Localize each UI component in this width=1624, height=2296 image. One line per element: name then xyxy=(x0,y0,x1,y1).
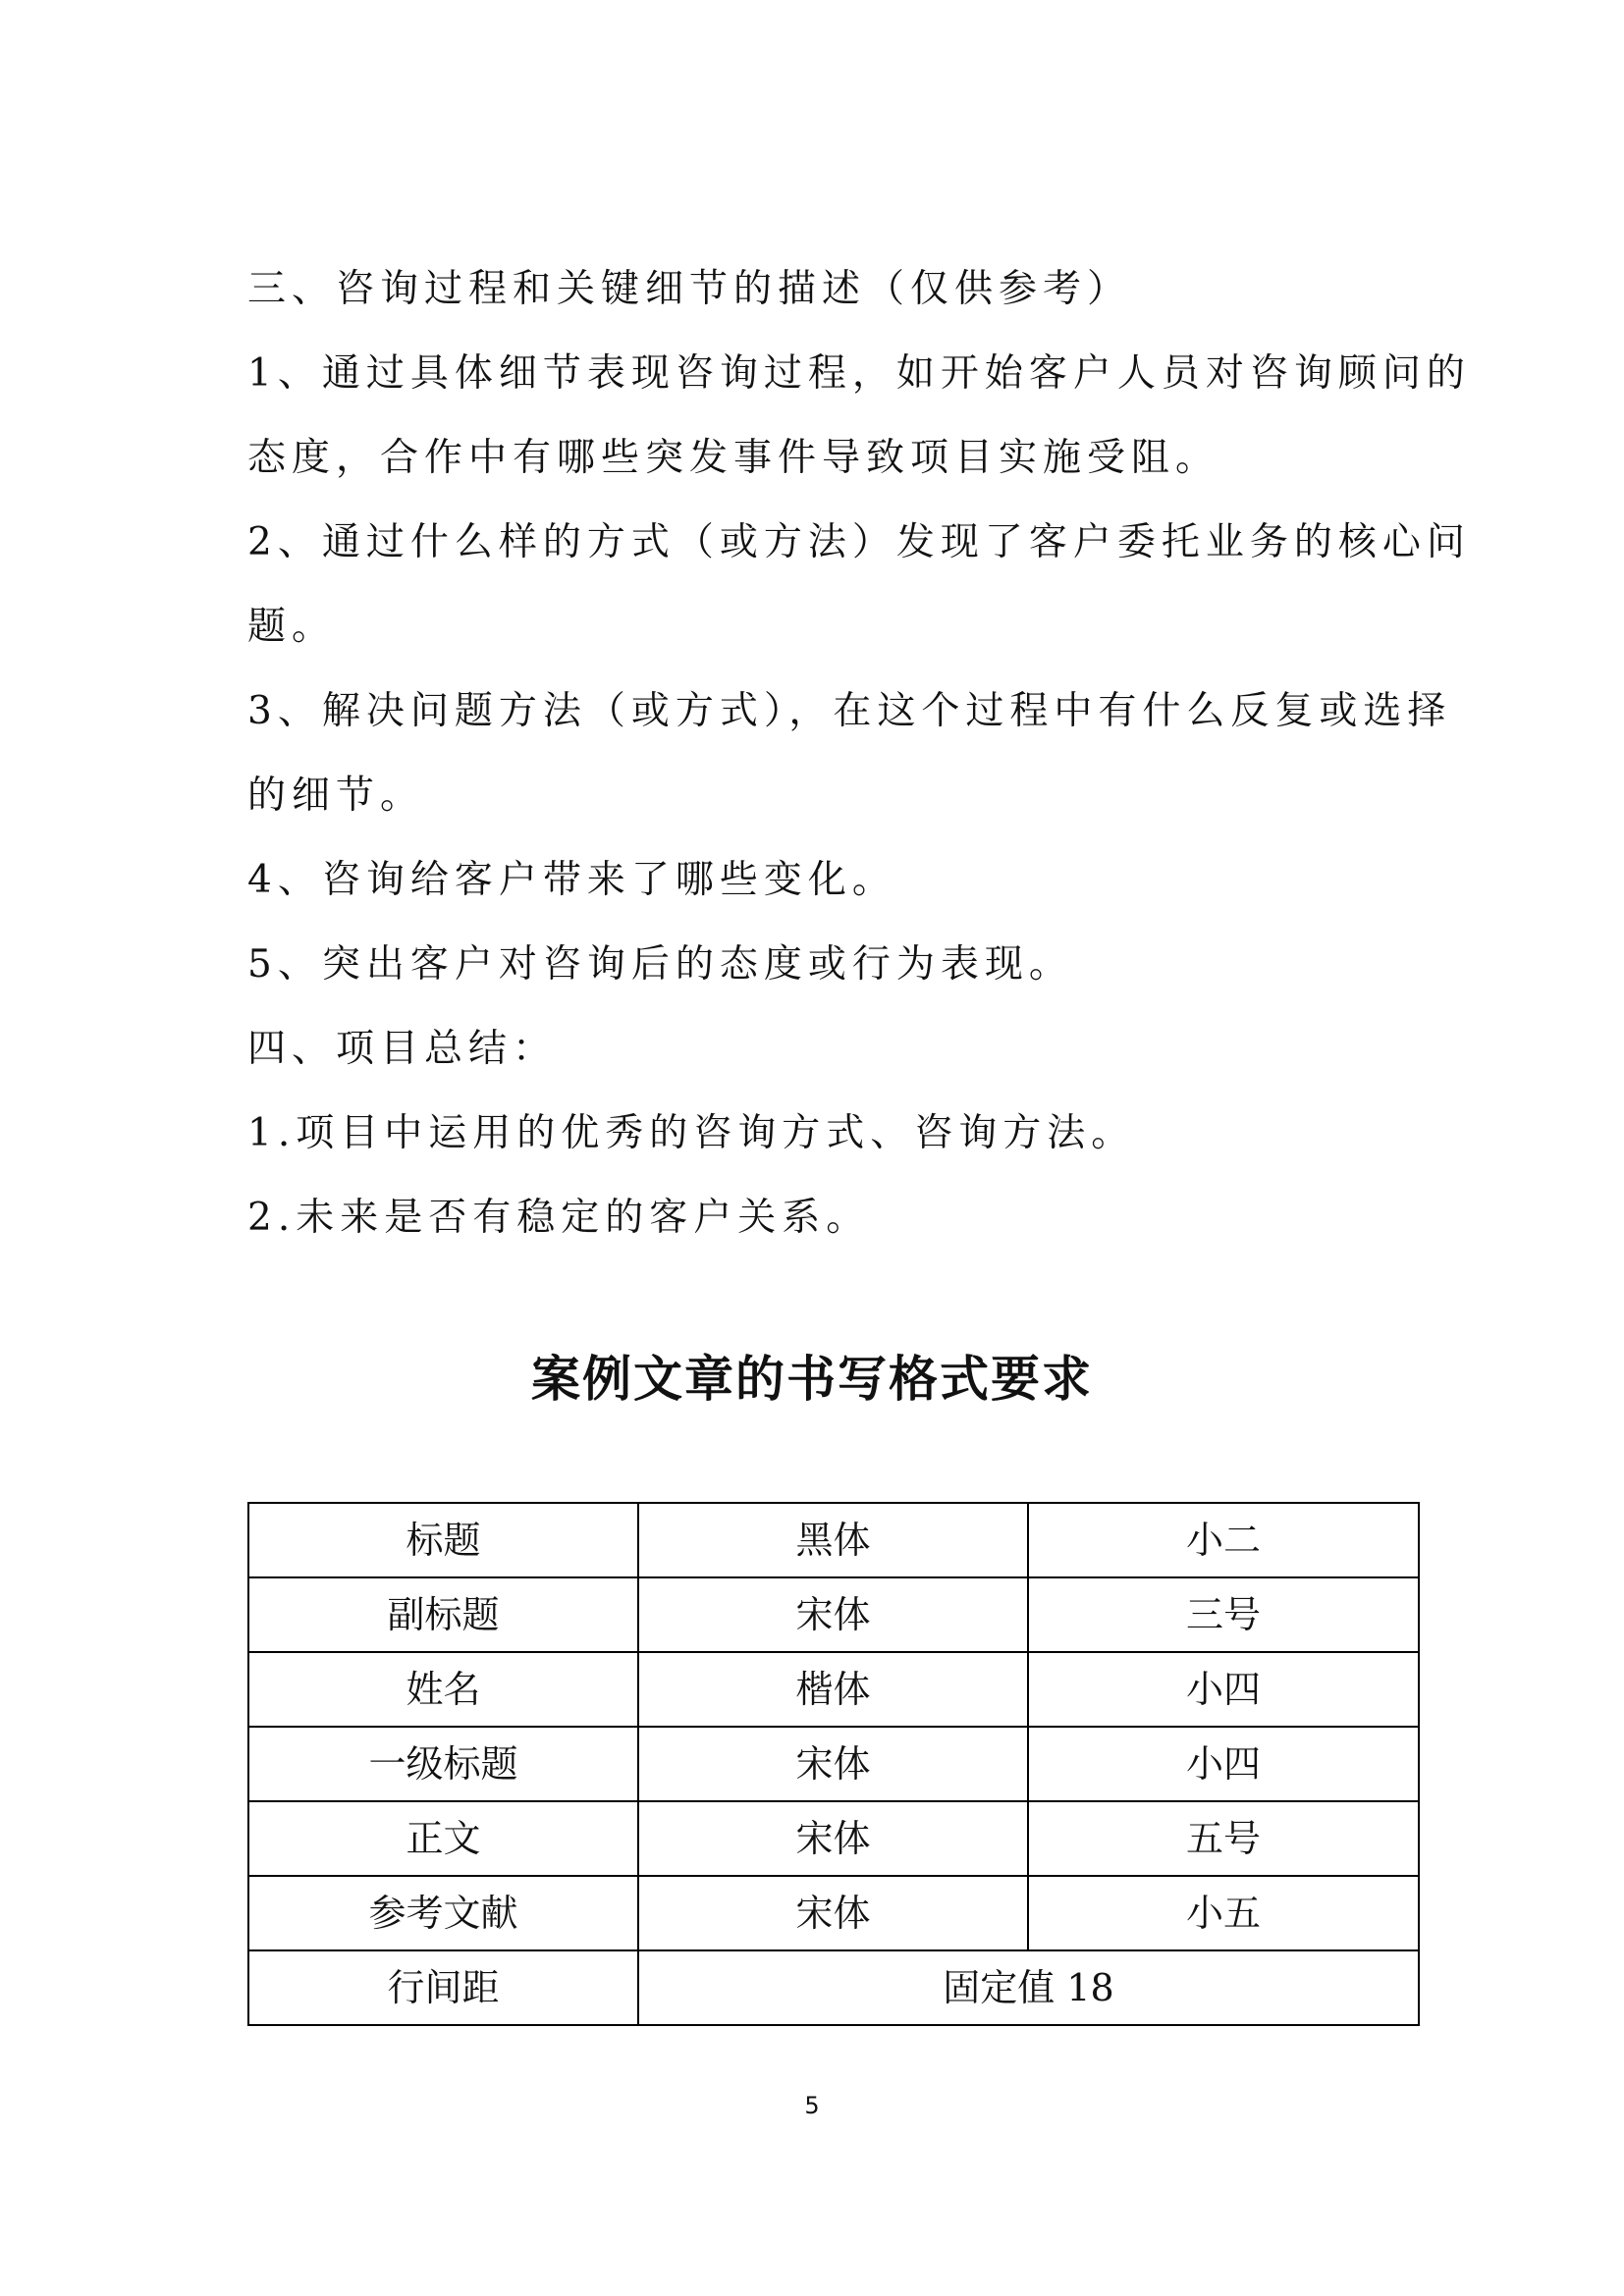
table-cell-item: 副标题 xyxy=(248,1577,638,1652)
table-cell-font: 宋体 xyxy=(638,1727,1028,1801)
paragraph-line: 4、咨询给客户带来了哪些变化。 xyxy=(247,858,896,902)
paragraph-line: 题。 xyxy=(247,605,337,649)
table-cell-size: 小五 xyxy=(1028,1876,1419,1950)
table-cell-item: 标题 xyxy=(248,1503,638,1577)
table-row xyxy=(248,1577,1419,1652)
table-cell-item: 正文 xyxy=(248,1801,638,1876)
table-row xyxy=(248,1876,1419,1950)
table-row xyxy=(248,1652,1419,1727)
format-requirements-title: 案例文章的书写格式要求 xyxy=(531,1351,1093,1408)
table-cell-size: 小二 xyxy=(1028,1503,1419,1577)
paragraph-line: 2.未来是否有稳定的客户关系。 xyxy=(247,1196,871,1240)
table-cell-font: 黑体 xyxy=(638,1503,1028,1577)
table-cell-font: 楷体 xyxy=(638,1652,1028,1727)
table-cell-size: 小四 xyxy=(1028,1652,1419,1727)
table-row-line-spacing xyxy=(248,1950,1419,2025)
paragraph-line: 5、突出客户对咨询后的态度或行为表现。 xyxy=(247,942,1073,987)
table-row xyxy=(248,1801,1419,1876)
table-cell-font: 宋体 xyxy=(638,1876,1028,1950)
format-table xyxy=(247,1502,1420,2026)
table-cell-size: 三号 xyxy=(1028,1577,1419,1652)
table-cell-size: 小四 xyxy=(1028,1727,1419,1801)
table-cell-font: 宋体 xyxy=(638,1577,1028,1652)
table-row xyxy=(248,1727,1419,1801)
table-row xyxy=(248,1503,1419,1577)
table-cell-item: 行间距 xyxy=(248,1950,638,2025)
body-text xyxy=(247,247,1471,1260)
section-heading-project-summary: 四、项目总结： xyxy=(247,1027,558,1071)
paragraph-line: 1.项目中运用的优秀的咨询方式、咨询方法。 xyxy=(247,1111,1136,1155)
paragraph-line: 态度，合作中有哪些突发事件导致项目实施受阻。 xyxy=(247,436,1220,480)
page-number: 5 xyxy=(804,2092,820,2119)
paragraph-line: 3、解决问题方法（或方式），在这个过程中有什么反复或选择 xyxy=(247,689,1452,733)
section-heading-consulting-process: 三、咨询过程和关键细节的描述（仅供参考） xyxy=(247,267,1132,311)
paragraph-line: 的细节。 xyxy=(247,774,425,818)
table-cell-size: 五号 xyxy=(1028,1801,1419,1876)
table-cell-line-spacing-value: 固定值 18 xyxy=(638,1950,1419,2025)
table-cell-item: 一级标题 xyxy=(248,1727,638,1801)
table-cell-font: 宋体 xyxy=(638,1801,1028,1876)
table-cell-item: 姓名 xyxy=(248,1652,638,1727)
table-cell-item: 参考文献 xyxy=(248,1876,638,1950)
paragraph-line: 1、通过具体细节表现咨询过程，如开始客户人员对咨询顾问的 xyxy=(247,351,1471,396)
paragraph-line: 2、通过什么样的方式（或方法）发现了客户委托业务的核心问 xyxy=(247,520,1471,564)
